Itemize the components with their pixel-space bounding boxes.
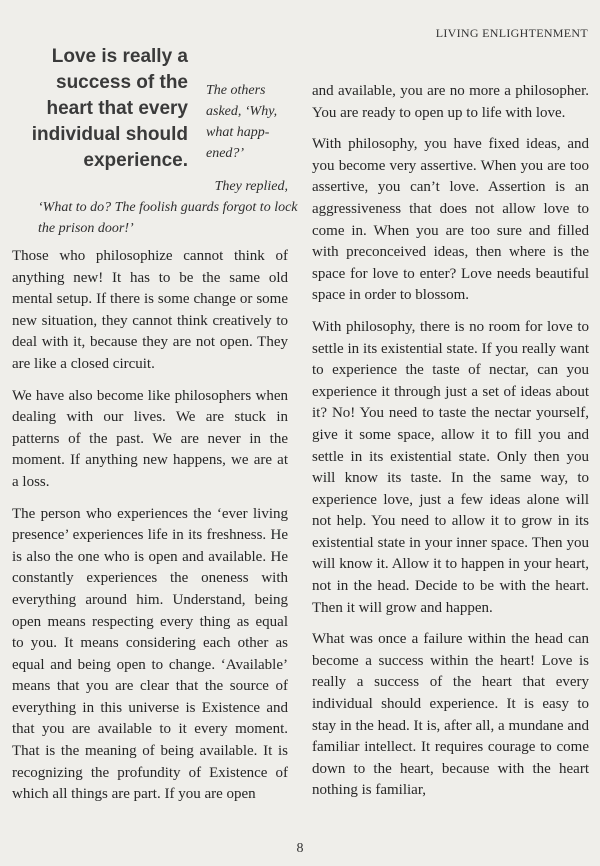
paragraph: The person who experiences the ‘ever living presence’ experiences life in its freshness. He is also the one who is open and available. He constantly experiences the oneness with everything around him. Understand, being open means respecting every thing as equal to you. It means considering each other as equal and being open to change. ‘Available’ means that you are clear that the source of everything in this universe is Existence and that you are available to it every moment. That is the meaning of being available. It is recognizing the profundity of Existence of which all things are part. If you are open <box>12 505 288 803</box>
italic-quote-line-3: ‘What to do? The foolish guards forgot to lock the prison door!’ <box>38 200 298 236</box>
paragraph: With philosophy, you have fixed ideas, and you become very assertive. When you are too assertive, you can’t love. Assertion is an aggressiveness that does not allow love to come in. When you are too sure and filled with preconceived ideas, then where is the space for love to enter? Love needs beautiful space in order to blossom. <box>312 136 589 304</box>
running-head: LIVING ENLIGHTENMENT <box>435 26 588 40</box>
left-column <box>12 246 288 816</box>
right-column <box>312 81 589 812</box>
paragraph: We have also become like philosophers when dealing with our lives. We are stuck in patterns of the past. We are never in the moment. If anything new happens, we are at a loss. <box>12 387 288 490</box>
page-number: 8 <box>296 841 304 856</box>
italic-quote-line-2: They replied, <box>214 179 288 194</box>
paragraph: Those who philosophize cannot think of anything new! It has to be the same old mental setup. If there is some change or some new situation, they cannot think creatively to deal with it, because they are not open. They are like a closed circuit. <box>12 248 288 372</box>
pull-quote: Love is really a success of the heart that every individual should experience. <box>31 46 188 171</box>
paragraph: What was once a failure within the head can become a success within the heart! Love is really a success of the heart that every individual should experience. It is easy to stay in the head. It is, after all, a mundane and familiar intellect. It requires courage to come down to the heart, because with the heart nothing is familiar, <box>312 631 589 799</box>
italic-quote-line-1: The others asked, ‘Why, what happ-ened?’ <box>206 83 278 161</box>
paragraph: and available, you are no more a philosopher. You are ready to open up to life with love. <box>312 83 589 121</box>
paragraph: With philosophy, there is no room for love to settle in its existential state. If you really want to experience the taste of nectar, can you experience it through just a set of ideas about it? No! You need to taste the nectar yourself, give it some space, allow it to fill you and settle in its existential state. Only then you will know its taste. In the same way, to experience love, just a few ideas alone will not help. You need to allow it to grow in its existential state in your inner space. Then you will know it. Allow it to happen in your heart, not in the head. Decide to be with the heart. Then it will grow and happen. <box>312 318 589 616</box>
